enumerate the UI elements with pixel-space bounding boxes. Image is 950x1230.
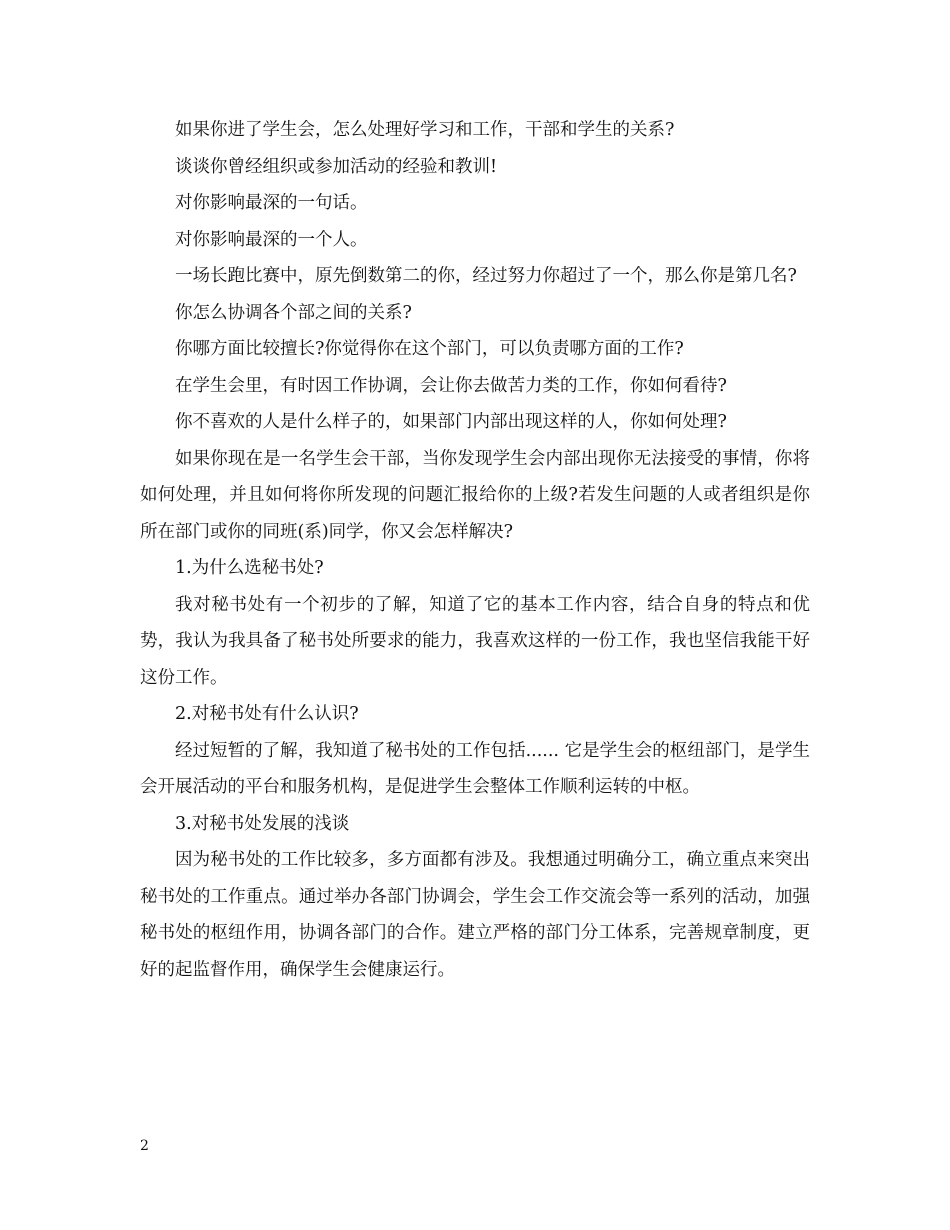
paragraph-influential-sentence: 对你影响最深的一句话。 — [175, 193, 368, 213]
paragraph-department-coordination: 你怎么协调各个部之间的关系? — [175, 302, 412, 323]
paragraph-disliked-people: 你不喜欢的人是什么样子的，如果部门内部出现这样的人，你如何处理? — [175, 412, 727, 432]
paragraph-student-union-balance: 如果你进了学生会，怎么处理好学习和工作，干部和学生的关系? — [175, 120, 675, 140]
paragraph-activity-experience: 谈谈你曾经组织或参加活动的经验和教训! — [175, 156, 498, 177]
paragraph-reporting-problems: 如果你现在是一名学生会干部，当你发现学生会内部出现你无法接受的事情，你将如何处理，并且如何将你所发现的问题汇报给你的上级?若发生问题的人或者组织是你所在部门或你的同班(系)同学，你又会怎样解决? — [140, 448, 810, 542]
paragraph-secretariat-development-answer: 因为秘书处的工作比较多，多方面都有涉及。我想通过明确分工，确立重点来突出秘书处的工作重点。通过举办各部门协调会，学生会工作交流会等一系列的活动，加强秘书处的枢纽作用，协调各部门的合作。建立严格的部门分工体系，完善规章制度，更好的起监督作用，确保学生会健康运行。 — [140, 850, 810, 980]
paragraph-influential-person: 对你影响最深的一个人。 — [175, 229, 368, 250]
paragraph-race-question: 一场长跑比赛中，原先倒数第二的你，经过努力你超过了一个，那么你是第几名? — [175, 266, 797, 286]
paragraph-strengths: 你哪方面比较擅长?你觉得你在这个部门，可以负责哪方面的工作? — [175, 339, 684, 359]
paragraph-why-secretariat-answer: 我对秘书处有一个初步的了解，知道了它的基本工作内容，结合自身的特点和优势，我认为我具备了秘书处所要求的能力，我喜欢这样的一份工作，我也坚信我能干好这份工作。 — [140, 594, 810, 688]
paragraph-secretariat-understanding-answer: 经过短暂的了解，我知道了秘书处的工作包括...... 它是学生会的枢纽部门，是学生会开展活动的平台和服务机构，是促进学生会整体工作顺利运转的中枢。 — [140, 740, 810, 797]
page-number: 2 — [140, 1138, 149, 1154]
document-body — [140, 112, 810, 988]
heading-secretariat-development: 3.对秘书处发展的浅谈 — [175, 813, 350, 834]
heading-secretariat-understanding: 2.对秘书处有什么认识? — [175, 704, 359, 724]
paragraph-manual-work: 在学生会里，有时因工作协调，会让你去做苦力类的工作，你如何看待? — [175, 375, 727, 396]
heading-why-secretariat: 1.为什么选秘书处? — [175, 558, 324, 578]
